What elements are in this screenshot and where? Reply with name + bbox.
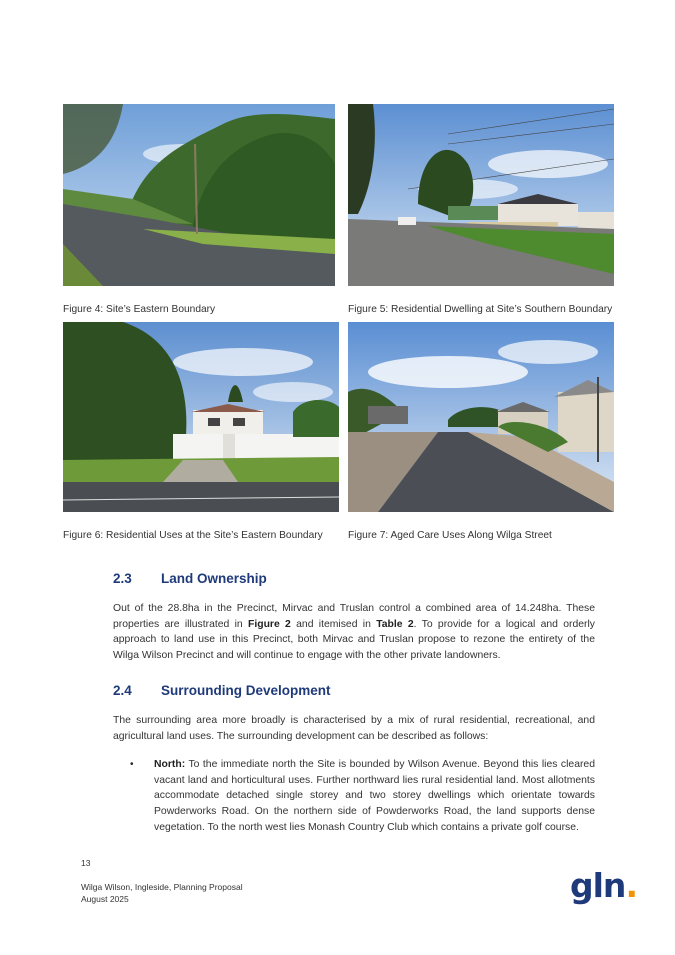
text-run: Out of the 28.8ha in the Precinct, Mirvac and Truslan control a combined area of 14.248ha. These properties are illustrated in [113,603,595,630]
figure-7-photo [348,322,614,512]
section-title: Surrounding Development [161,683,331,698]
text-run: . To provide for a logical and orderly approach to land use in this Precinct, both Mirvac and Truslan propose to rezone the entirety of the Wilga Wilson Precinct and will continue to engage with the other private landowners. [113,618,595,662]
figure-5-caption: Figure 5: Residential Dwelling at Site’s Southern Boundary [348,304,613,315]
logo-text: gln [570,866,626,905]
text-run: and itemised in [290,618,377,630]
land-ownership-paragraph [113,601,595,664]
figure-6-photo [63,322,339,512]
table-2-reference: Table 2 [376,618,414,630]
section-title: Land Ownership [161,571,267,586]
section-heading-surrounding-development [113,683,331,698]
figure-5-photo [348,104,614,286]
bullet-label: North: [154,759,186,770]
section-heading-land-ownership [113,571,267,586]
surrounding-intro-paragraph: The surrounding area more broadly is characterised by a mix of rural residential, recreational, and agricultural land uses. The surrounding development can be described as follows: [113,715,595,742]
figure-4-caption: Figure 4: Site’s Eastern Boundary [63,304,216,315]
section-number: 2.3 [113,571,132,586]
figure-6-caption: Figure 6: Residential Uses at the Site’s Eastern Boundary [63,530,323,541]
gln-logo [570,866,637,905]
bullet-text: To the immediate north the Site is bounded by Wilson Avenue. Beyond this lies cleared vacant land and horticultural uses. Further northward lies rural residential land. Most allotments accommodate detached single storey and two storey dwellings which orientate towards Powderworks Road. On the northern side of Powderworks Road, the land supports dense vegetation. To the north west lies Monash Country Club which contains a private golf course. [154,759,595,833]
footer-doc-title: Wilga Wilson, Ingleside, Planning Proposal [81,882,243,892]
figure-4-photo [63,104,335,286]
figure-7-caption: Figure 7: Aged Care Uses Along Wilga Street [348,530,552,541]
figure-2-reference: Figure 2 [248,618,291,630]
logo-dot: . [625,866,637,905]
north-bullet-paragraph [154,757,595,836]
bullet-marker: • [130,759,134,770]
footer-date: August 2025 [81,894,129,904]
section-number: 2.4 [113,683,132,698]
page-number: 13 [81,858,91,868]
